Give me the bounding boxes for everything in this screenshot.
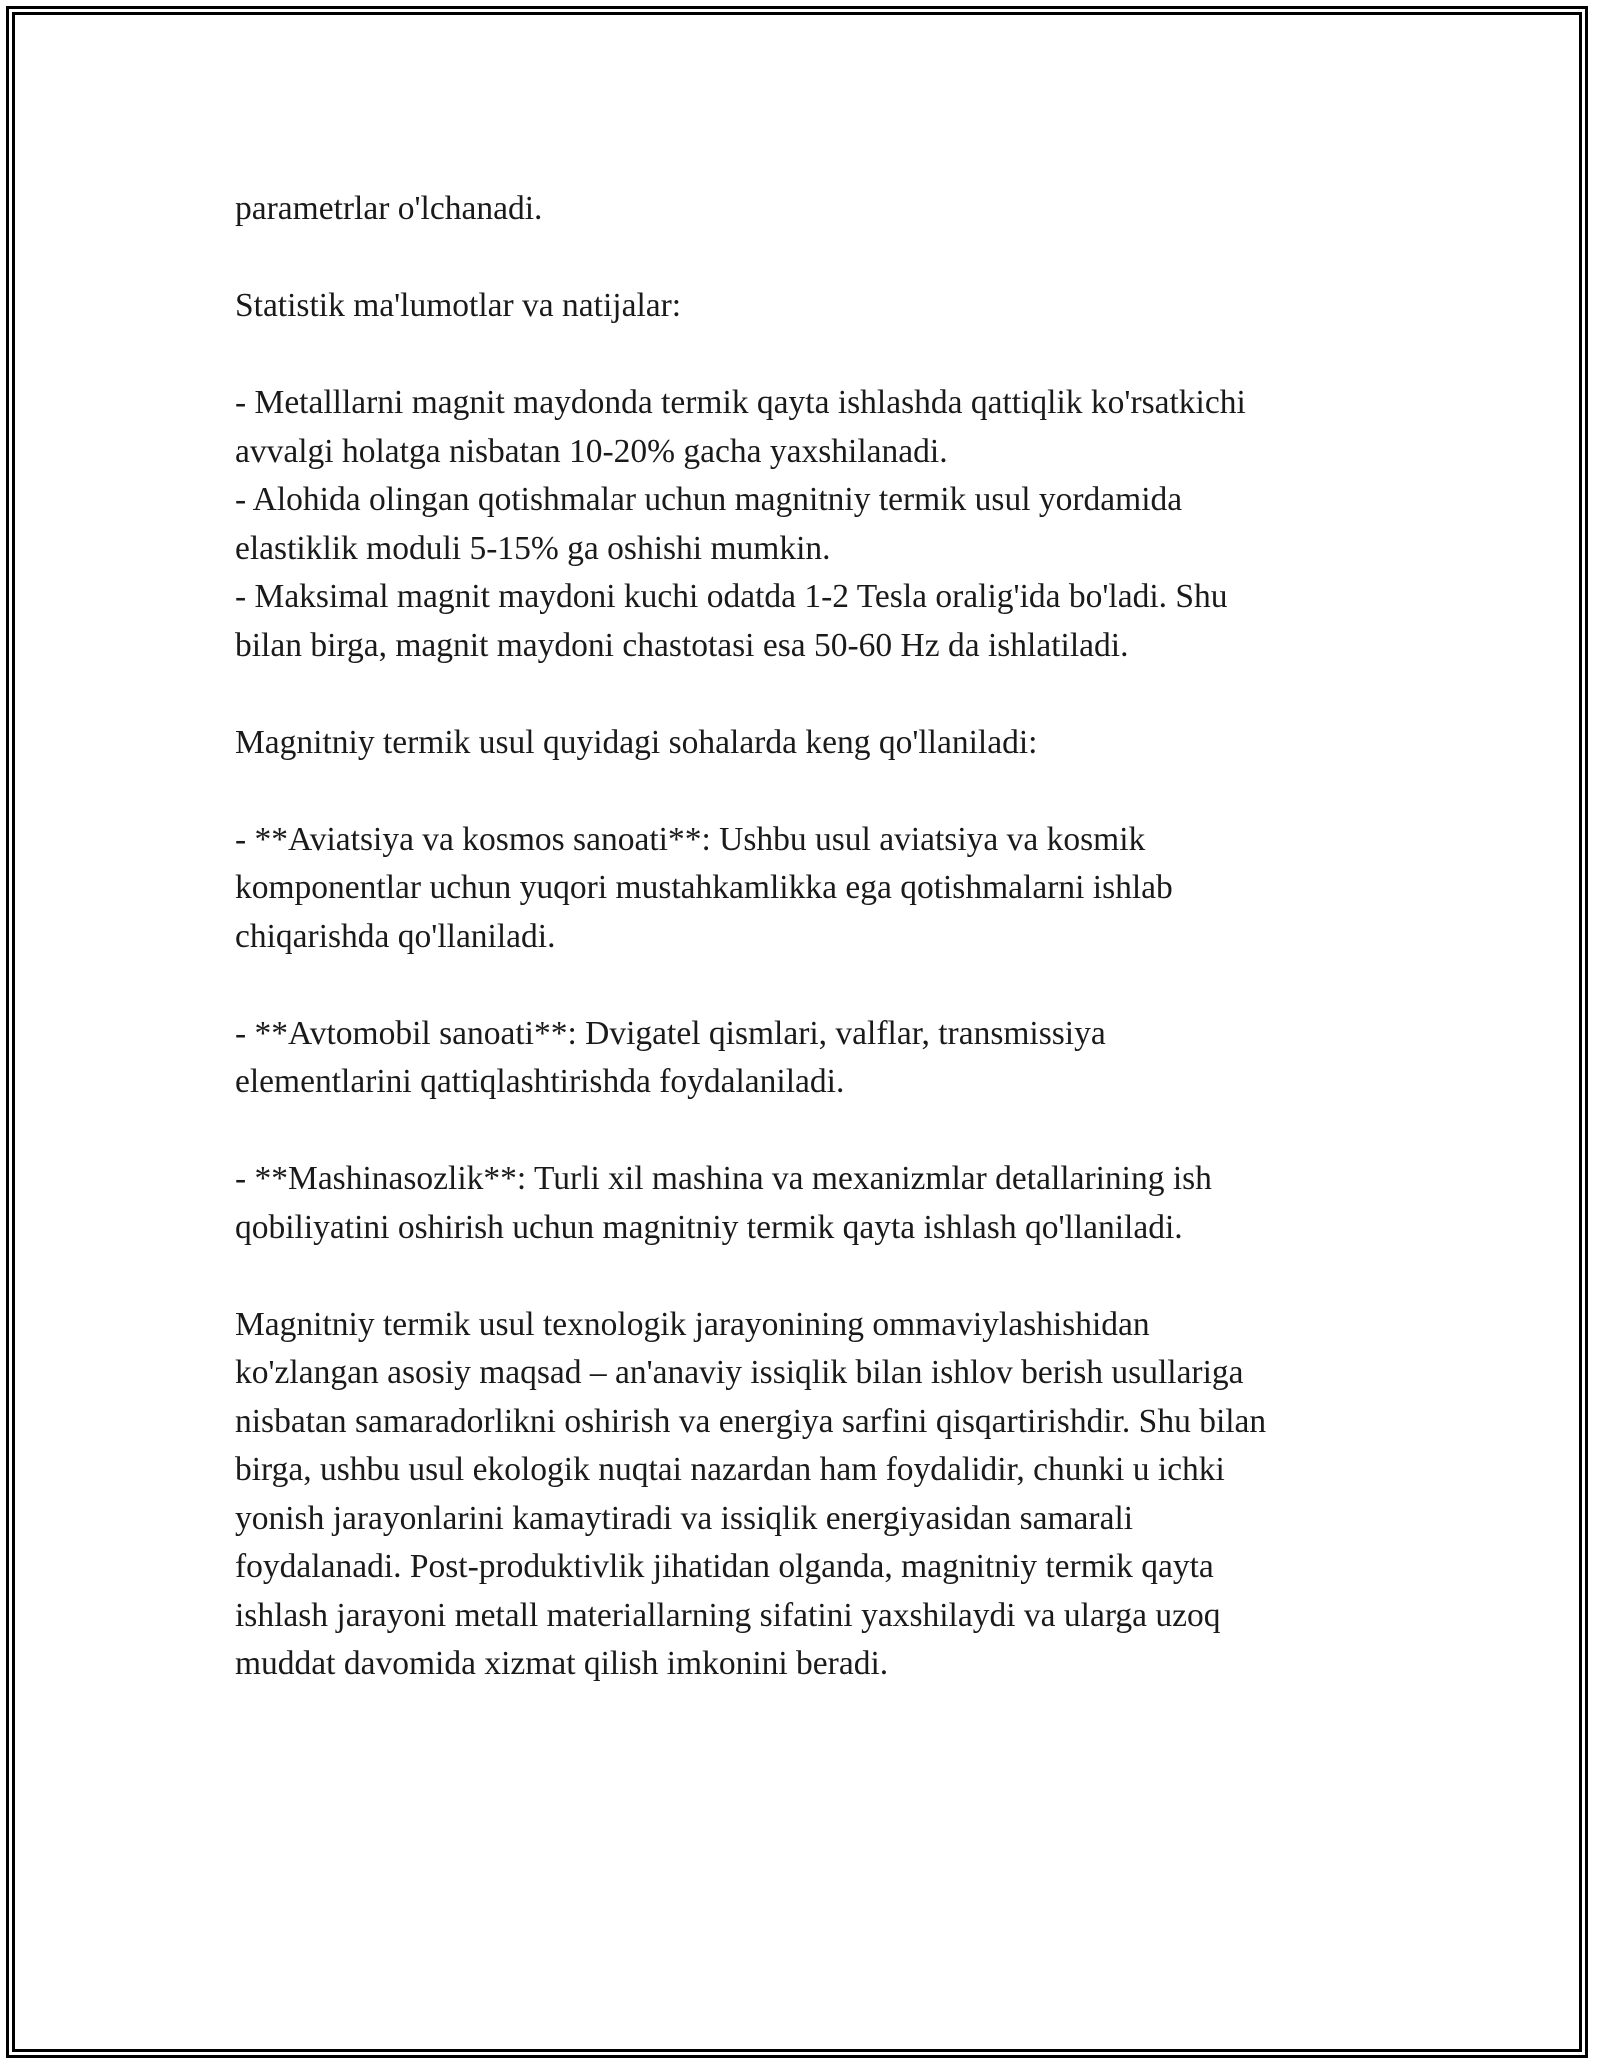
document-body (235, 185, 1415, 1689)
paragraph-statistics-heading: Statistik ma'lumotlar va natijalar: (235, 287, 682, 324)
paragraph-automotive: - **Avtomobil sanoati**: Dvigatel qismlari, valflar, transmissiya elementlarini qattiqlashtirishda foydalaniladi. (235, 1014, 1106, 1100)
paragraph-gap (235, 670, 1415, 719)
paragraph-applications-heading: Magnitniy termik usul quyidagi sohalarda keng qo'llaniladi: (235, 723, 1038, 761)
paragraph-machine-building: - **Mashinasozlik**: Turli xil mashina va mexanizmlar detallarining ish qobiliyatini oshirish uchun magnitniy termik qayta ishlash qo'llaniladi. (235, 1160, 1212, 1246)
paragraph-gap (235, 331, 1415, 380)
paragraph-gap (235, 1252, 1415, 1301)
paragraph-continuation: parametrlar o'lchanadi. (235, 190, 543, 227)
paragraph-gap (235, 234, 1415, 283)
paragraph-gap (235, 767, 1415, 816)
paragraph-gap (235, 1107, 1415, 1156)
paragraph-conclusion: Magnitniy termik usul texnologik jarayonining ommaviylashishidan ko'zlangan asosiy maqsad – an'anaviy issiqlik bilan ishlov berish usullariga nisbatan samaradorlikni oshirish va energiya sarfini qisqartirishdir. Shu bilan birga, ushbu usul ekologik nuqtai nazardan ham foydalidir, chunki u ichki yonish jarayonlarini kamaytiradi va issiqlik energiyasidan samarali foydalanadi. Post-produktivlik jihatidan olganda, magnitniy termik qayta ishlash jarayoni metall materiallarning sifatini yaxshilaydi va ularga uzoq muddat davomida xizmat qilish imkonini beradi. (235, 1305, 1267, 1682)
paragraph-statistics-list: - Metalllarni magnit maydonda termik qayta ishlashda qattiqlik ko'rsatkichi avvalgi holatga nisbatan 10-20% gacha yaxshilanadi. - Alohida olingan qotishmalar uchun magnitniy termik usul yordamida elastiklik moduli 5-15% ga oshishi mumkin. - Maksimal magnit maydoni kuchi odatda 1-2 Tesla oralig'ida bo'ladi. Shu bilan birga, magnit maydoni chastotasi esa 50-60 Hz da ishlatiladi. (235, 384, 1246, 664)
paragraph-aviation: - **Aviatsiya va kosmos sanoati**: Ushbu usul aviatsiya va kosmik komponentlar uchun yuqori mustahkamlikka ega qotishmalarni ishlab chiqarishda qo'llaniladi. (235, 820, 1173, 955)
paragraph-gap (235, 961, 1415, 1010)
